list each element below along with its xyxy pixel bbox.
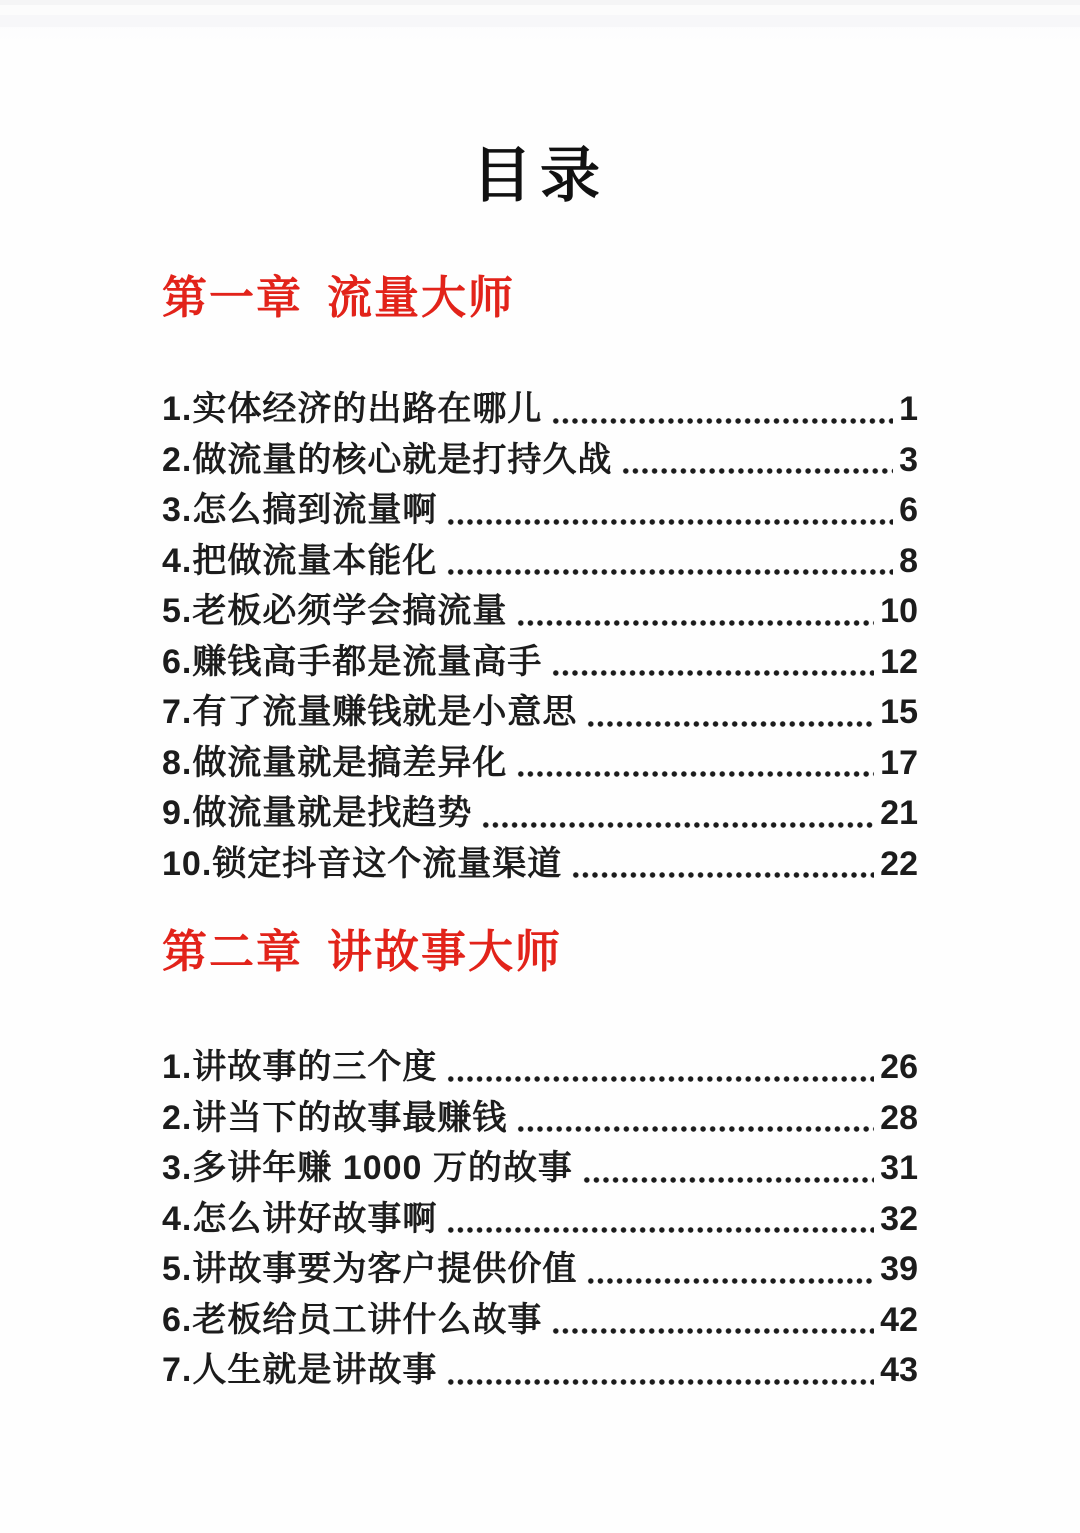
toc-item-page: 21 [880,794,918,832]
toc-item [162,1042,918,1093]
toc-item [162,384,918,435]
toc-item [162,586,918,637]
dot-leader [446,1042,874,1093]
dot-leader [582,1143,874,1194]
toc-item [162,738,918,789]
toc-item-label: 2.讲当下的故事最赚钱 [162,1098,508,1137]
toc-item-page: 6 [899,491,918,529]
toc-item [162,637,918,688]
toc-item-page: 10 [880,592,918,630]
toc-item-page: 31 [880,1149,918,1187]
toc-item-label: 4.怎么讲好故事啊 [162,1199,438,1238]
toc-item-label: 2.做流量的核心就是打持久战 [162,440,613,479]
toc-item-label: 6.老板给员工讲什么故事 [162,1300,543,1339]
toc-item-label: 5.老板必须学会搞流量 [162,592,508,630]
toc-item-label: 4.把做流量本能化 [162,541,438,580]
toc-item-page: 1 [899,390,918,428]
toc-item [162,687,918,738]
toc-item-page: 39 [880,1250,918,1288]
dot-leader [621,435,893,486]
toc-content [162,272,918,1396]
page-title: 目录 [472,142,608,209]
toc-item-label: 3.多讲年赚 1000 万的故事 [162,1149,573,1187]
toc-item-label: 1.实体经济的出路在哪儿 [162,390,543,428]
dot-leader [446,485,893,536]
chapter-2-heading [162,926,918,978]
toc-item-label: 6.赚钱高手都是流量高手 [162,642,543,681]
toc-item-label: 7.人生就是讲故事 [162,1351,438,1389]
toc-item [162,1143,918,1194]
toc-item [162,1244,918,1295]
toc-item [162,1345,918,1396]
dot-leader [551,1295,874,1346]
toc-item [162,435,918,486]
dot-leader [446,1194,874,1245]
toc-item-label: 9.做流量就是找趋势 [162,794,473,832]
toc-item-label: 1.讲故事的三个度 [162,1048,438,1086]
toc-item [162,839,918,890]
dot-leader [586,1244,874,1295]
dot-leader [516,586,874,637]
dot-leader [446,1345,874,1396]
toc-item-label: 10.锁定抖音这个流量渠道 [162,844,563,883]
chapter-2-name: 讲故事大师 [327,926,563,977]
toc-item-page: 42 [880,1300,918,1339]
toc-item-label: 8.做流量就是搞差异化 [162,743,508,782]
toc-item [162,1194,918,1245]
toc-item-label: 3.怎么搞到流量啊 [162,491,438,529]
toc-item-page: 28 [880,1098,918,1137]
chapter-1-heading [162,272,918,324]
toc-item-page: 22 [880,844,918,883]
toc-item-page: 12 [880,642,918,681]
toc-item [162,788,918,839]
toc-item [162,485,918,536]
toc-item [162,1093,918,1144]
chapter-2-toc-list [162,1042,918,1396]
toc-item-page: 32 [880,1199,918,1238]
dot-leader [551,384,893,435]
dot-leader [446,536,893,587]
toc-item-page: 8 [899,541,918,580]
toc-item [162,1295,918,1346]
toc-item-label: 7.有了流量赚钱就是小意思 [162,693,578,731]
toc-item [162,536,918,587]
dot-leader [551,637,874,688]
dot-leader [481,788,874,839]
toc-item-page: 3 [899,440,918,479]
toc-item-page: 43 [880,1351,918,1389]
dot-leader [516,738,874,789]
toc-item-label: 5.讲故事要为客户提供价值 [162,1250,578,1288]
dot-leader [516,1093,874,1144]
dot-leader [571,839,874,890]
chapter-1-toc-list [162,384,918,889]
toc-item-page: 17 [880,743,918,782]
toc-item-page: 15 [880,693,918,731]
dot-leader [586,687,874,738]
toc-item-page: 26 [880,1048,918,1086]
chapter-1-name: 流量大师 [327,272,516,323]
chapter-1-number: 第一章 [162,272,304,323]
chapter-2-number: 第二章 [162,926,304,977]
